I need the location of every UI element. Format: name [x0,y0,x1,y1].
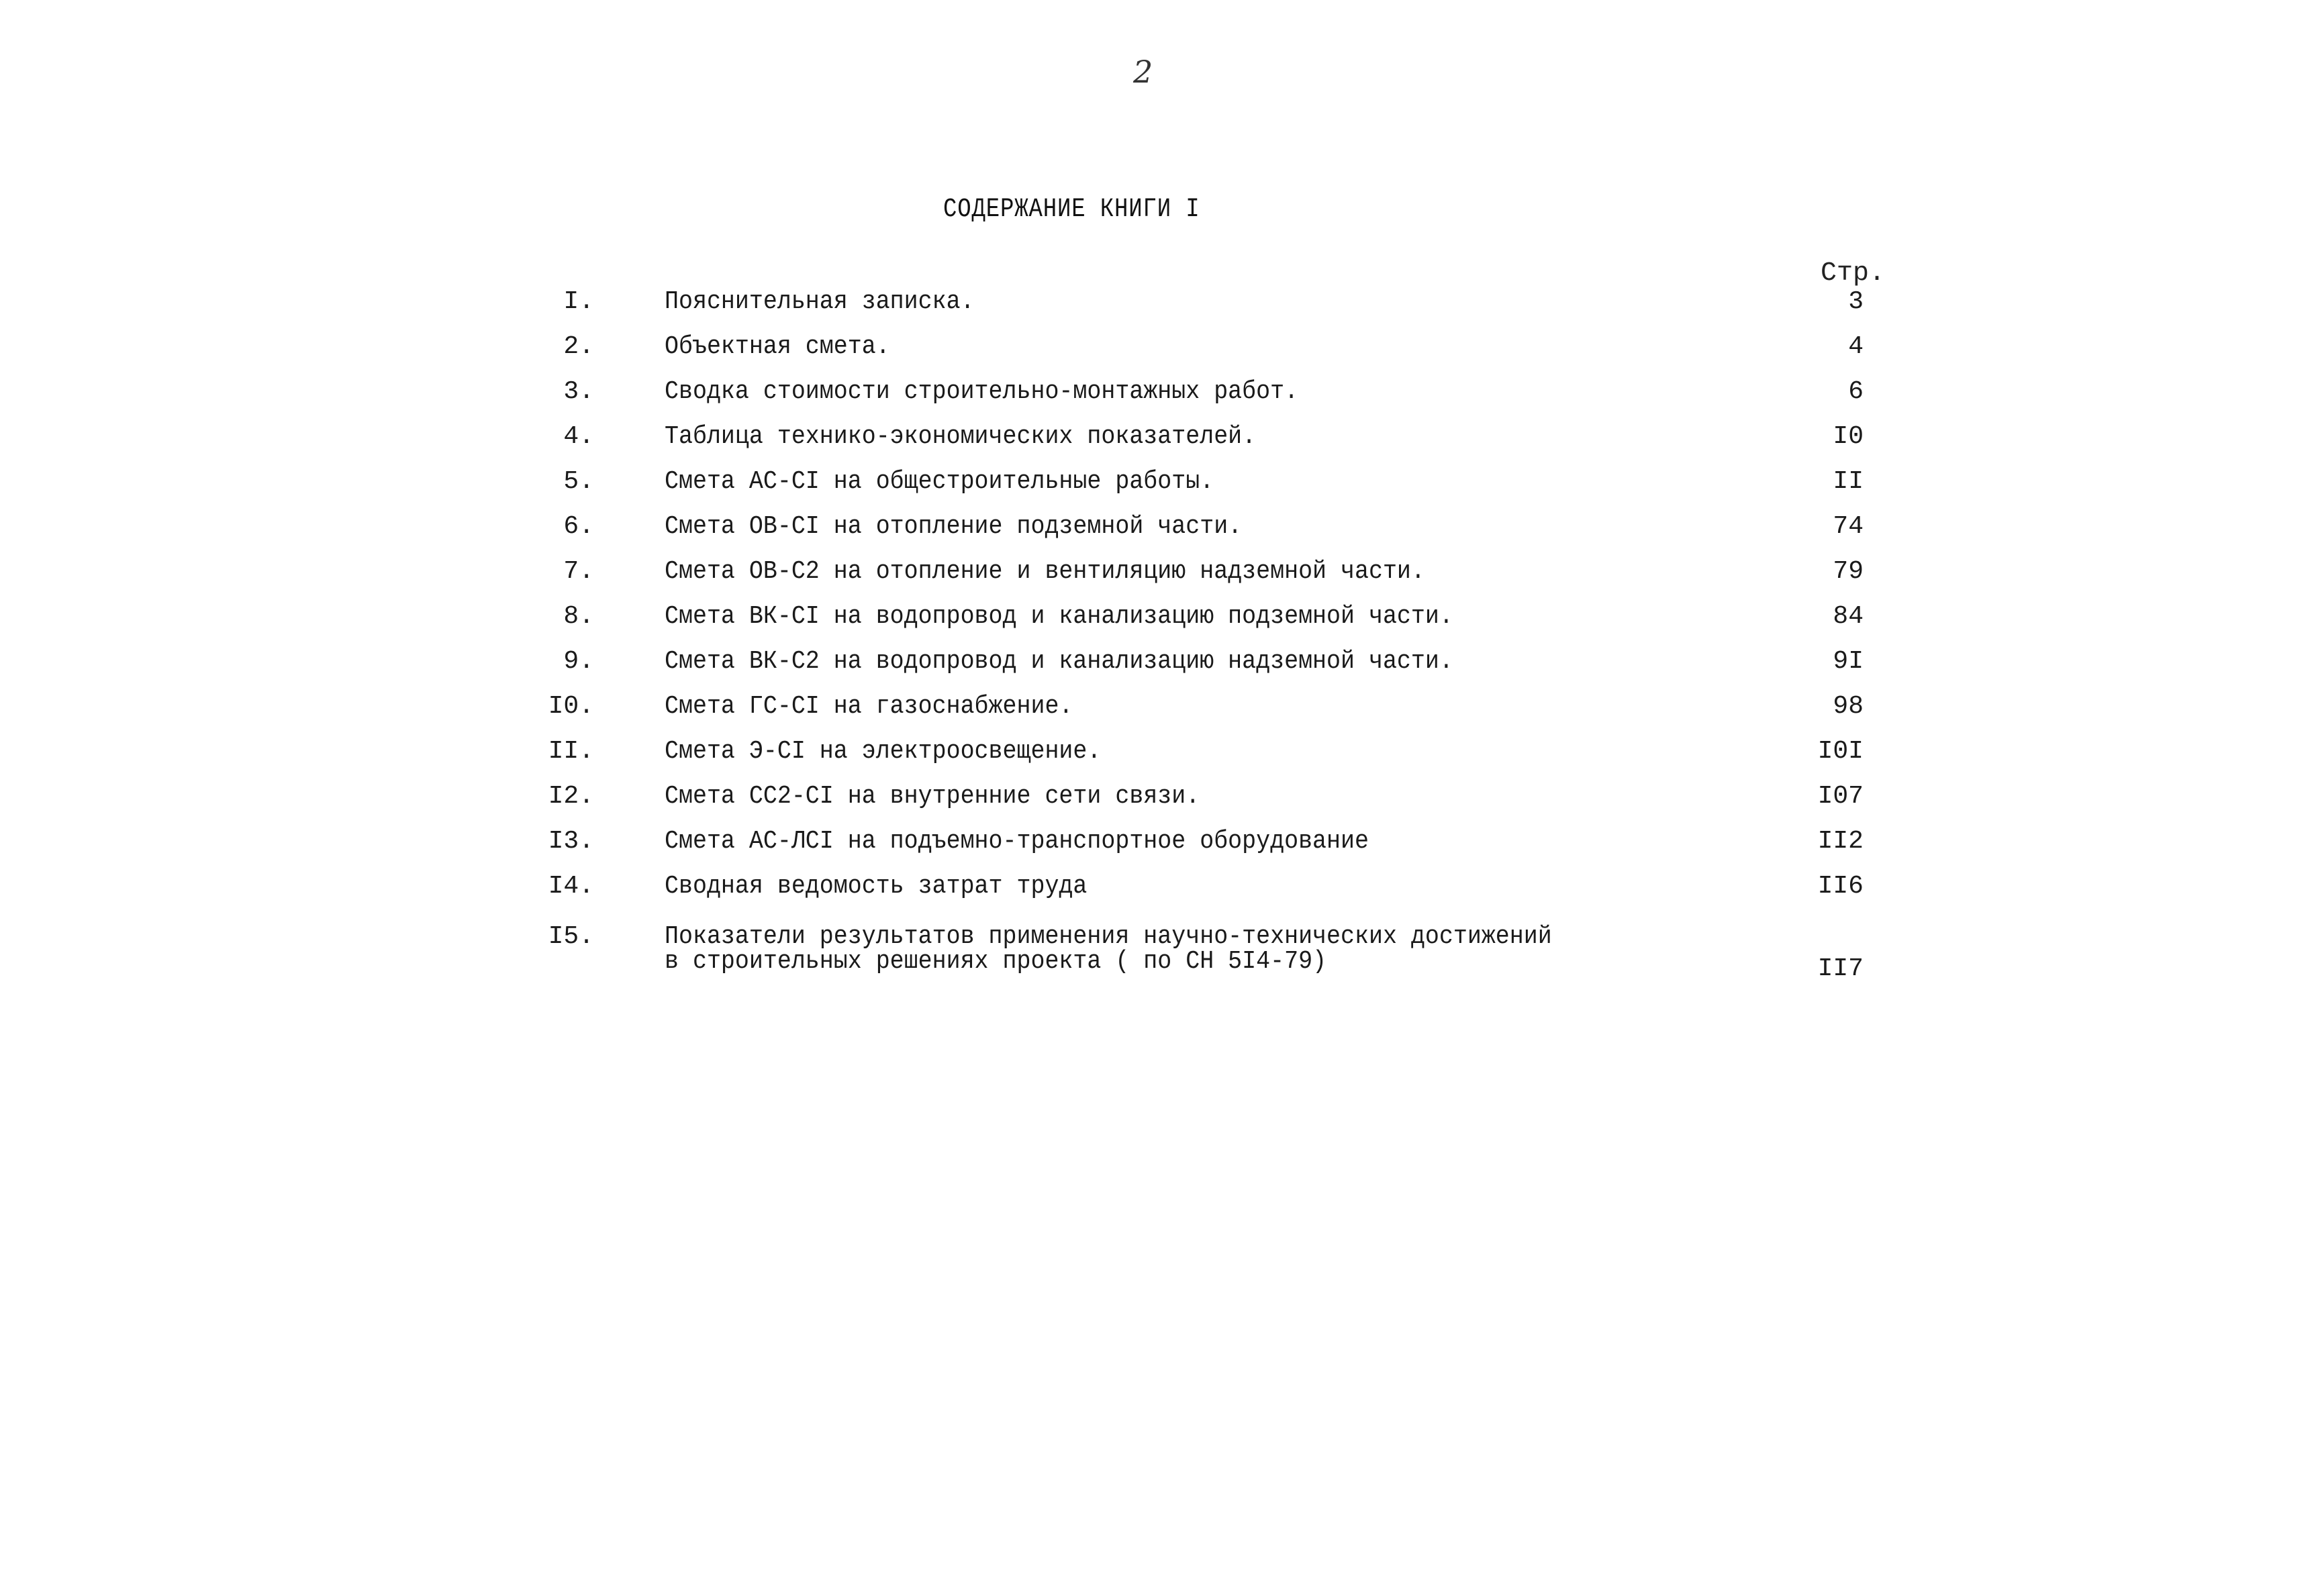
entry-number: 6. [563,512,594,541]
toc-entry [0,647,2316,687]
entry-number: 2. [563,332,594,361]
entry-page: II7 [1817,954,1864,983]
toc-entry [0,377,2316,417]
entry-number: 7. [563,557,594,586]
entry-number: I5. [548,922,594,951]
entry-title: Сводка стоимости строительно-монтажных работ. [665,377,1299,406]
entry-number: I0. [548,692,594,721]
entry-page: II6 [1817,872,1864,901]
page-number: 2 [1133,54,1153,90]
toc-entry [0,922,2316,996]
entry-title: Смета ОВ-С2 на отопление и вентиляцию надземной части. [665,557,1425,586]
entry-title: Смета АС-СI на общестроительные работы. [665,467,1214,496]
toc-entry [0,422,2316,462]
toc-entry [0,872,2316,912]
entry-page: I0I [1817,737,1864,766]
entry-page: 9I [1833,647,1864,676]
entry-title-line-2: в строительных решениях проекта ( по СН 5I4-79) [665,947,1327,976]
toc-entry [0,782,2316,822]
entry-title: Смета ОВ-СI на отопление подземной части. [665,512,1243,541]
toc-entry [0,287,2316,328]
toc-entry [0,737,2316,777]
entry-number: II. [548,737,594,766]
entry-title: Смета ВК-СI на водопровод и канализацию подземной части. [665,602,1453,631]
toc-title: СОДЕРЖАНИЕ КНИГИ I [943,195,1200,225]
page-column-header: Стр. [1821,258,1886,289]
entry-page: 6 [1848,377,1864,406]
entry-page: 74 [1833,512,1864,541]
entry-title: Таблица технико-экономических показателей. [665,422,1257,451]
entry-number: 4. [563,422,594,451]
entry-title: Пояснительная записка. [665,287,975,316]
entry-number: 3. [563,377,594,406]
entry-number: 5. [563,467,594,496]
entry-page: I07 [1817,782,1864,811]
entry-page: II2 [1817,827,1864,856]
entry-number: I3. [548,827,594,856]
entry-title: Сводная ведомость затрат труда [665,872,1088,901]
entry-number: I. [563,287,594,316]
entry-title: Смета АС-ЛСI на подъемно-транспортное оборудование [665,827,1369,856]
entry-number: I4. [548,872,594,901]
entry-page: 79 [1833,557,1864,586]
entry-number: 8. [563,602,594,631]
entry-page: II [1833,467,1864,496]
entry-title: Смета СС2-СI на внутренние сети связи. [665,782,1200,811]
entry-page: I0 [1833,422,1864,451]
entry-title-line-1: Показатели результатов применения научно-технических достижений [665,922,1552,951]
entry-page: 4 [1848,332,1864,361]
entry-page: 98 [1833,692,1864,721]
entry-page: 84 [1833,602,1864,631]
toc-entry [0,602,2316,642]
toc-entry [0,467,2316,507]
entry-title [665,922,1552,976]
toc-entry [0,332,2316,372]
toc-entry [0,512,2316,552]
entry-number: I2. [548,782,594,811]
entry-page: 3 [1848,287,1864,316]
entry-title: Смета ГС-СI на газоснабжение. [665,692,1073,721]
toc-entry [0,692,2316,732]
toc-entry [0,557,2316,597]
entry-number: 9. [563,647,594,676]
entry-title: Смета Э-СI на электроосвещение. [665,737,1102,766]
entry-title: Объектная смета. [665,332,890,361]
toc-entry [0,827,2316,867]
entry-title: Смета ВК-С2 на водопровод и канализацию надземной части. [665,647,1453,676]
